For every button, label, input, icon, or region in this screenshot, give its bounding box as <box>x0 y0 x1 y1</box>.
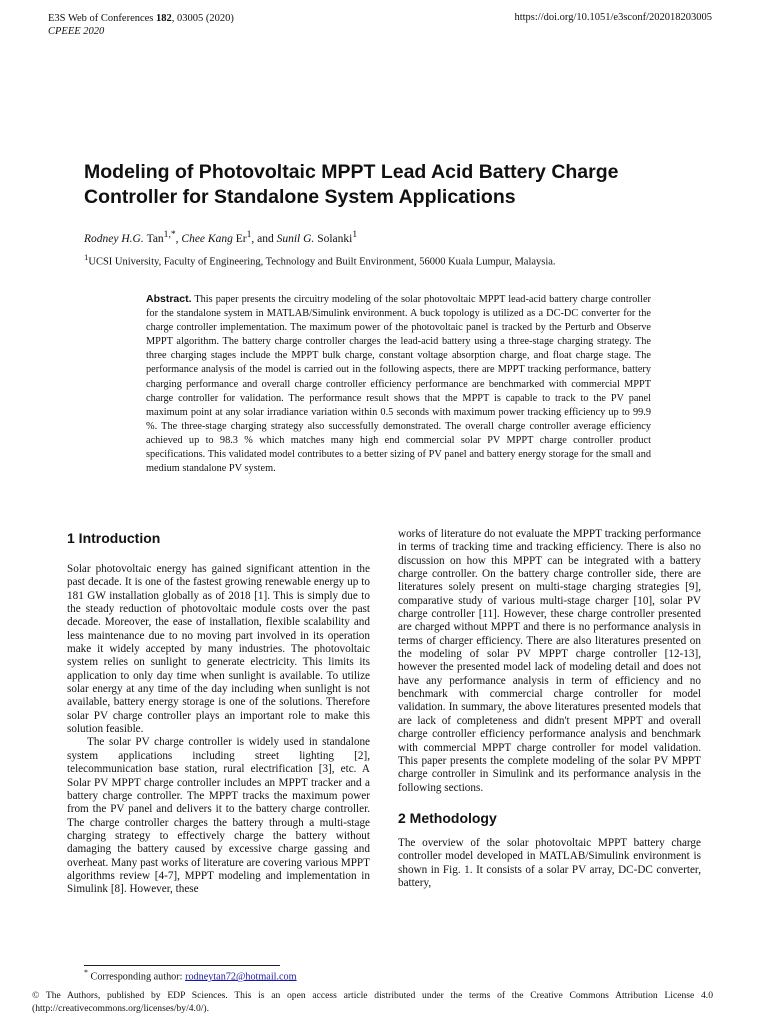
author-email-link[interactable]: rodneytan72@hotmail.com <box>185 971 297 983</box>
footnote-divider <box>84 965 280 966</box>
paragraph: works of literature do not evaluate the MPPT tracking performance in terms of tracking time and tracking efficiency. There is also no discussion on how this MPPT can be integrated with a battery charge controller. On the battery charge controller side, there are literatures solely present on multi-stage charging strategies [9], comparative study of various multi-stage charger [10], solar PV charge controller [11]. However, these charge controller presented are charged without MPPT and there is no performance analysis in terms of charger efficiency. There are also literatures presented on the modeling of solar PV MPPT charge controller [12-13], however the presented model lack of modeling detail and does not have any performance analysis in term of efficiency and no benchmark with commercial charge controller for model validation. In summary, the above literatures presented models that are lack of completeness and didn't present MPPT and overall charge controller efficiency performance analysis and benchmark with commercial MPPT charge controller for model validation. This paper presents the complete modeling of the solar PV MPPT charge controller in Simulink and its performance analysis in the following sections. <box>398 528 701 794</box>
right-column <box>398 528 701 890</box>
doi-link[interactable]: https://doi.org/10.1051/e3sconf/202018203005 <box>514 12 712 23</box>
paragraph: Solar photovoltaic energy has gained significant attention in the past decade. It is one of the fastest growing renewable energy up to 181 GW installation globally as of 2018 [1]. This is simply due to the steady reduction of photovoltaic module costs over the past decade. Moreover, the ease of installation, flexible scalability and less maintenance due to no moving part involved in its operation make it widely accepted by many industries. The photovoltaic system relies on sunlight to generate electricity. This limits its application to only day time when sunlight is available. To utilize solar energy at any time of the day including when sunlight is not available, battery energy storage is one of the solutions. Therefore solar PV charge controller plays an important role to make this solution feasible. <box>67 563 370 736</box>
section-heading-introduction: 1 Introduction <box>67 530 161 546</box>
abstract <box>146 292 651 476</box>
paper-title: Modeling of Photovoltaic MPPT Lead Acid Battery Charge Controller for Standalone System Applications <box>84 161 619 208</box>
author-list: Rodney H.G. Tan$^{1,*}$, Chee Kang Er$^1$, and Sunil G. Solanki$^1$ <box>84 229 358 245</box>
left-column <box>67 528 370 897</box>
conference-name: CPEEE 2020 <box>48 26 105 37</box>
running-header-left <box>48 12 234 38</box>
paragraph: The overview of the solar photovoltaic MPPT battery charge controller model developed in MATLAB/Simulink environment is shown in Fig. 1. It consists of a solar PV array, DC-DC converter, battery, <box>398 836 701 889</box>
abstract-label: Abstract. <box>146 293 192 305</box>
license-notice: © The Authors, published by EDP Sciences. This is an open access article distributed under the terms of the Creative Commons Attribution License 4.0 (http://creativecommons.org/licenses/by/4.0/). <box>32 990 713 1014</box>
abstract-text: This paper presents the circuitry modeling of the solar photovoltaic MPPT lead-acid battery charge controller for the standalone system in MATLAB/Simulink environment. A buck topology is utilized as a DC-DC converter for the charge controller implementation. The maximum power of the photovoltaic panel is tracked by the Perturb and Observe MPPT algorithm. The battery charge controller charges the lead-acid battery using a three-stage charging strategy. The three charging stages include the MPPT bulk charge, constant voltage absorption charge, and float charge stage. The performance analysis of the model is carried out in the following aspects, there are MPPT tracking performance, battery charging performance and overall charge controller efficiency performance are benchmarked with commercial MPPT charge controller for validation. The performance result shows that the MPPT is capable to track to the PV panel maximum point at any solar irradiance variation within 0.5 seconds with maximum power tracking efficiency up to 99.9 %. The three-stage charging strategy also successfully demonstrated. The overall charge controller average efficiency achieved up to 98.3 % which matches many high end commercial solar PV MPPT charge controller product specifications. This validated model contributes to a better sizing of PV panel and battery energy storage for the small and medium standalone PV system. <box>146 294 651 475</box>
footnote: * Corresponding author: rodneytan72@hotmail.com <box>84 968 297 983</box>
affiliation: $^1$UCSI University, Faculty of Engineering, Technology and Built Environment, 56000 Kuala Lumpur, Malaysia. <box>84 252 556 268</box>
journal-citation: E3S Web of Conferences 182, 03005 (2020) <box>48 13 234 24</box>
volume-number: 182 <box>156 13 172 24</box>
paragraph: The solar PV charge controller is widely used in standalone system applications including street lighting [2], telecommunication base station, rural electrification [3], etc. A Solar PV MPPT charge controller includes an MPPT tracker and a battery charge controller. The MPPT tracks the maximum power from the PV panel and delivers it to the battery charge controller. The charge controller charges the battery through a multi-stage charging strategy to effectively charge the battery without damaging the battery caused by excessive charge gassing and overheat. Many past works of literature are covering various MPPT algorithms review [4-7], MPPT modeling and implementation in Simulink [8]. However, these <box>67 736 370 896</box>
section-heading-methodology: 2 Methodology <box>398 809 497 826</box>
